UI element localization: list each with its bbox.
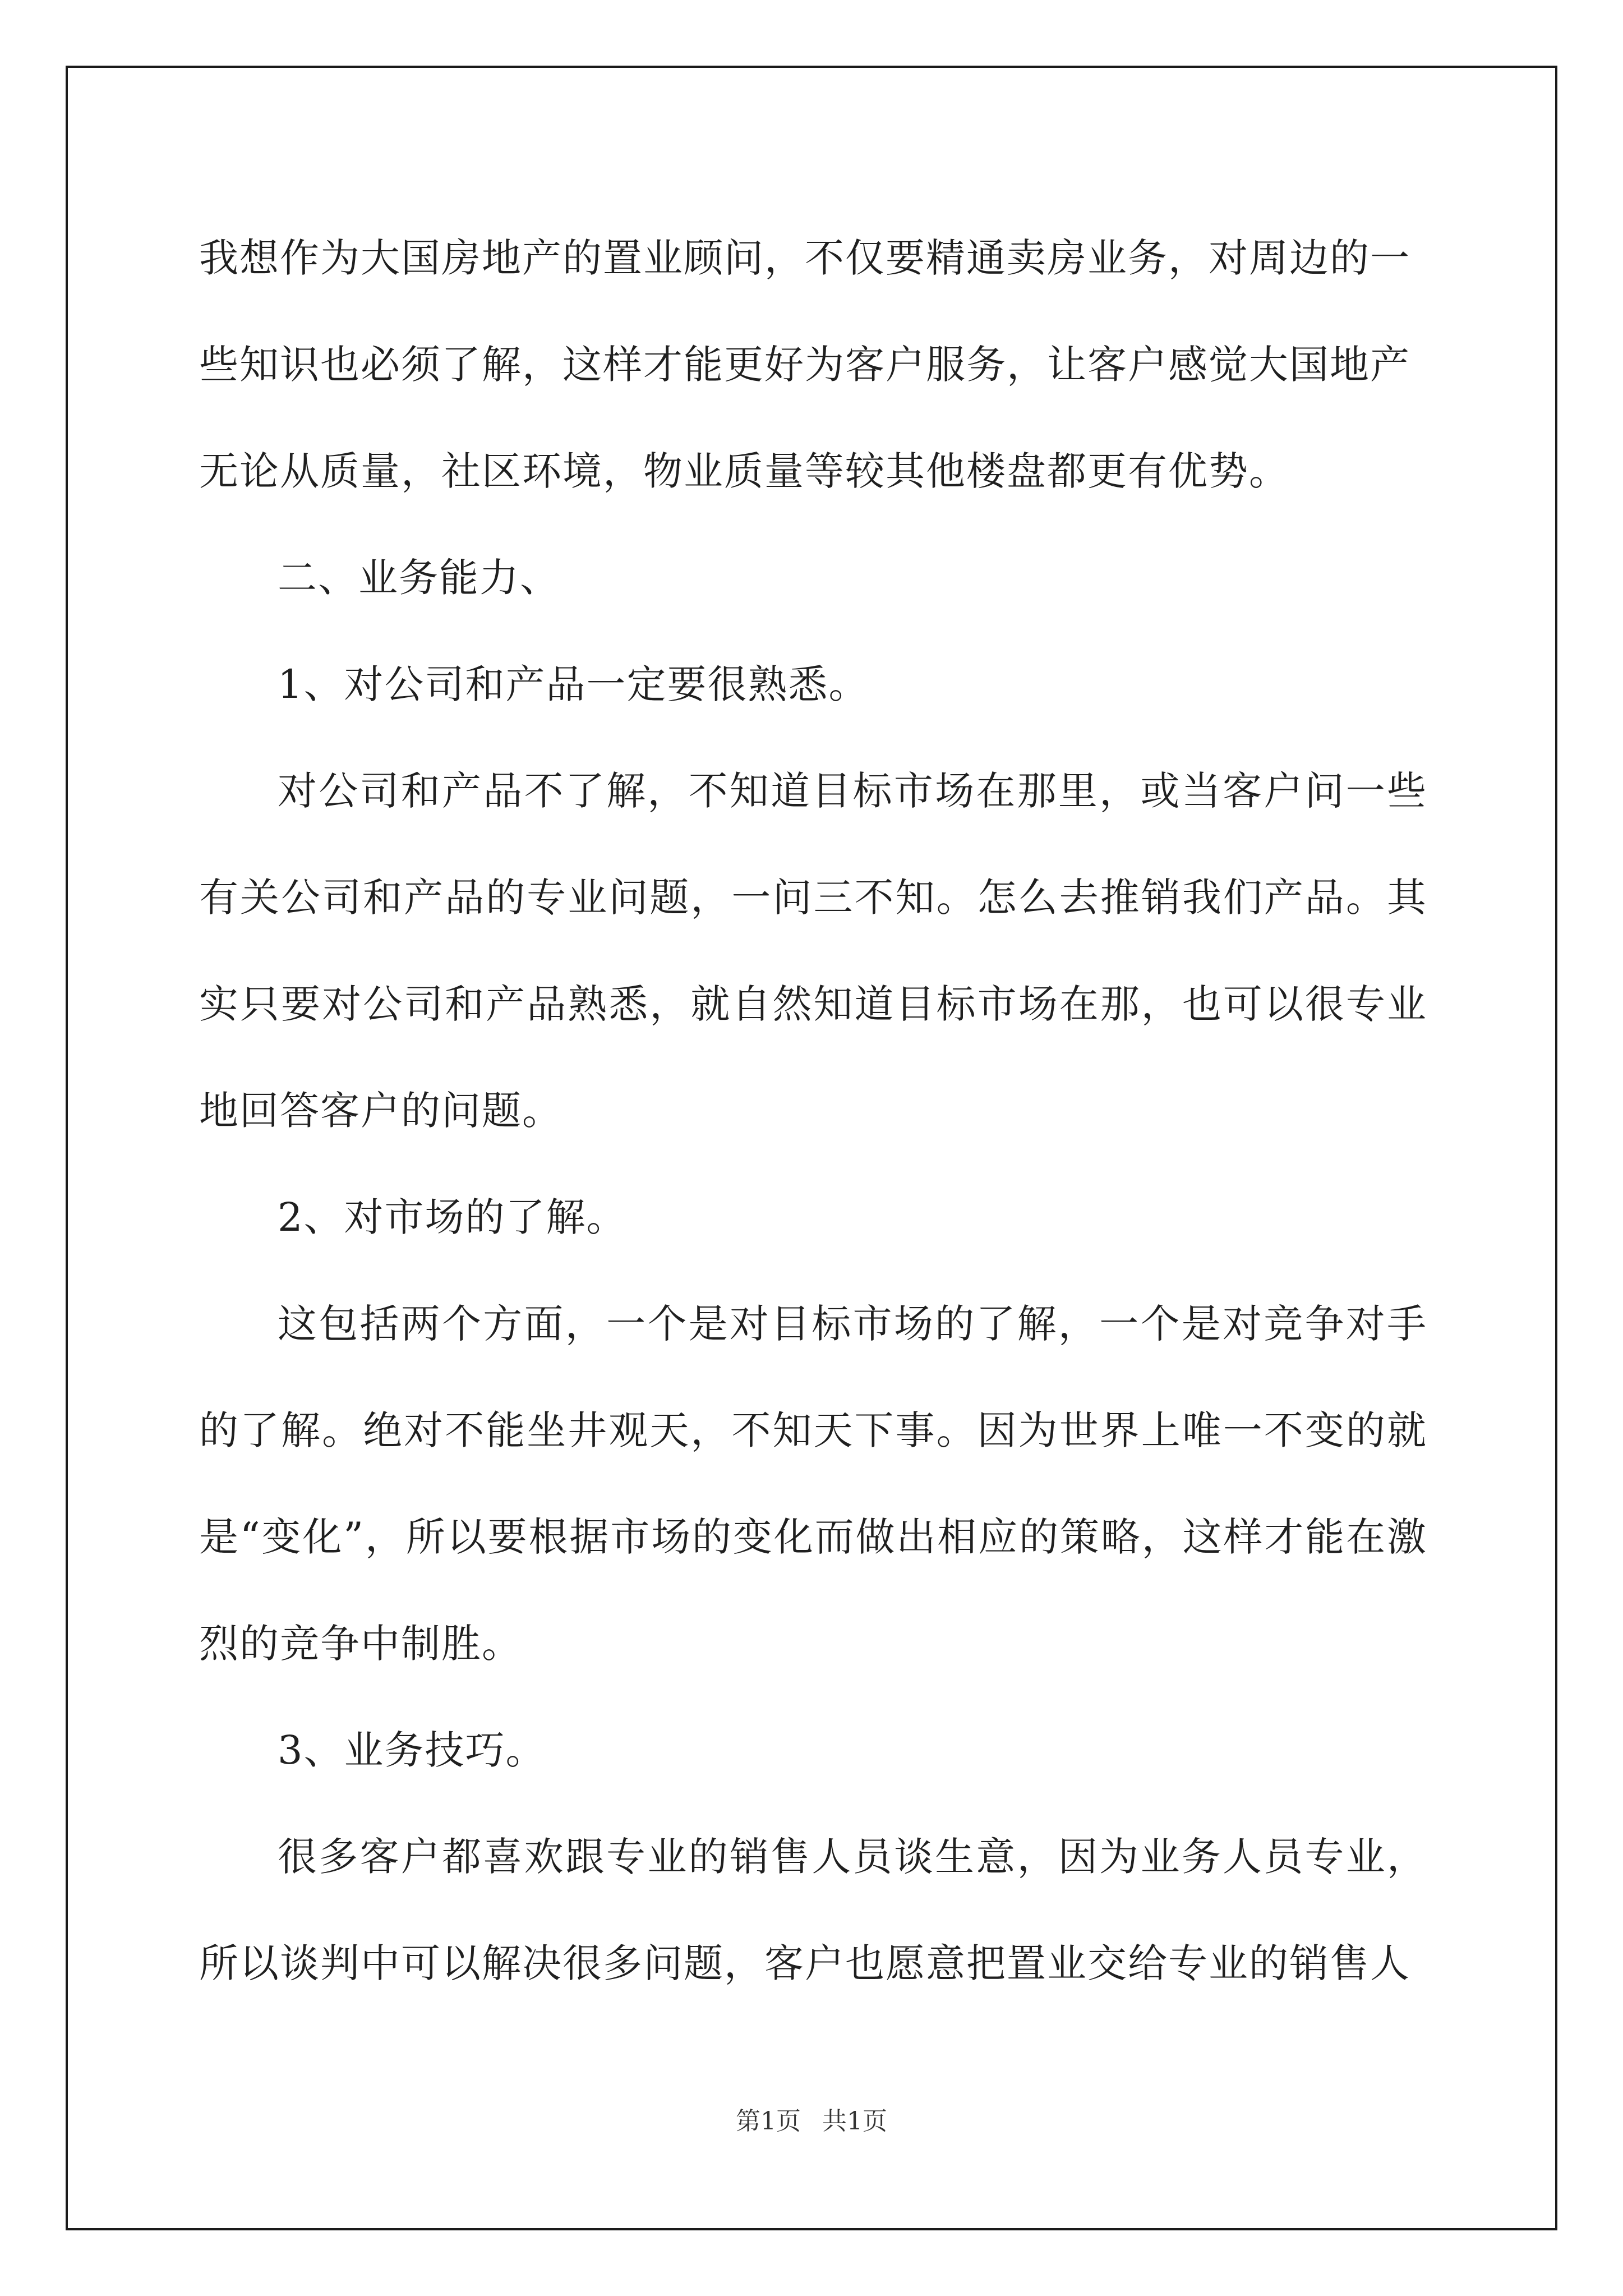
intro-line-2: 些知识也必须了解，这样才能更好为客户服务，让客户感觉大国地产	[199, 342, 1410, 388]
page-number: 第1页	[736, 2107, 801, 2136]
document-body	[199, 205, 1427, 2017]
section-heading: 二、业务能力、	[278, 555, 560, 601]
paragraph-3: 很多客户都喜欢跟专业的销售人员谈生意，因为业务人员专业，所以谈判中可以解决很多问题，客户也愿意把置业交给专业的销售人	[199, 1834, 1427, 1986]
paragraph-1: 对公司和产品不了解，不知道目标市场在那里，或当客户问一些有关公司和产品的专业问题，一问三不知。怎么去推销我们产品。其实只要对公司和产品熟悉，就自然知道目标市场在那，也可以很专业地回答客户的问题。	[199, 768, 1427, 1134]
item-heading-3: 3、业务技巧。	[278, 1727, 546, 1773]
item-heading-1: 1、对公司和产品一定要很熟悉。	[278, 661, 869, 707]
intro-line-1: 我想作为大国房地产的置业顾问，不仅要精通卖房业务，对周边的一	[199, 235, 1410, 281]
intro-line-3: 无论从质量，社区环境，物业质量等较其他楼盘都更有优势。	[199, 448, 1289, 494]
page-total: 共1页	[822, 2107, 887, 2136]
page-footer	[0, 2101, 1623, 2137]
item-heading-2: 2、对市场的了解。	[278, 1194, 627, 1240]
paragraph-2: 这包括两个方面，一个是对目标市场的了解，一个是对竞争对手的了解。绝对不能坐井观天，不知天下事。因为世界上唯一不变的就是“变化”，所以要根据市场的变化而做出相应的策略，这样才能在激烈的竞争中制胜。	[199, 1301, 1427, 1667]
